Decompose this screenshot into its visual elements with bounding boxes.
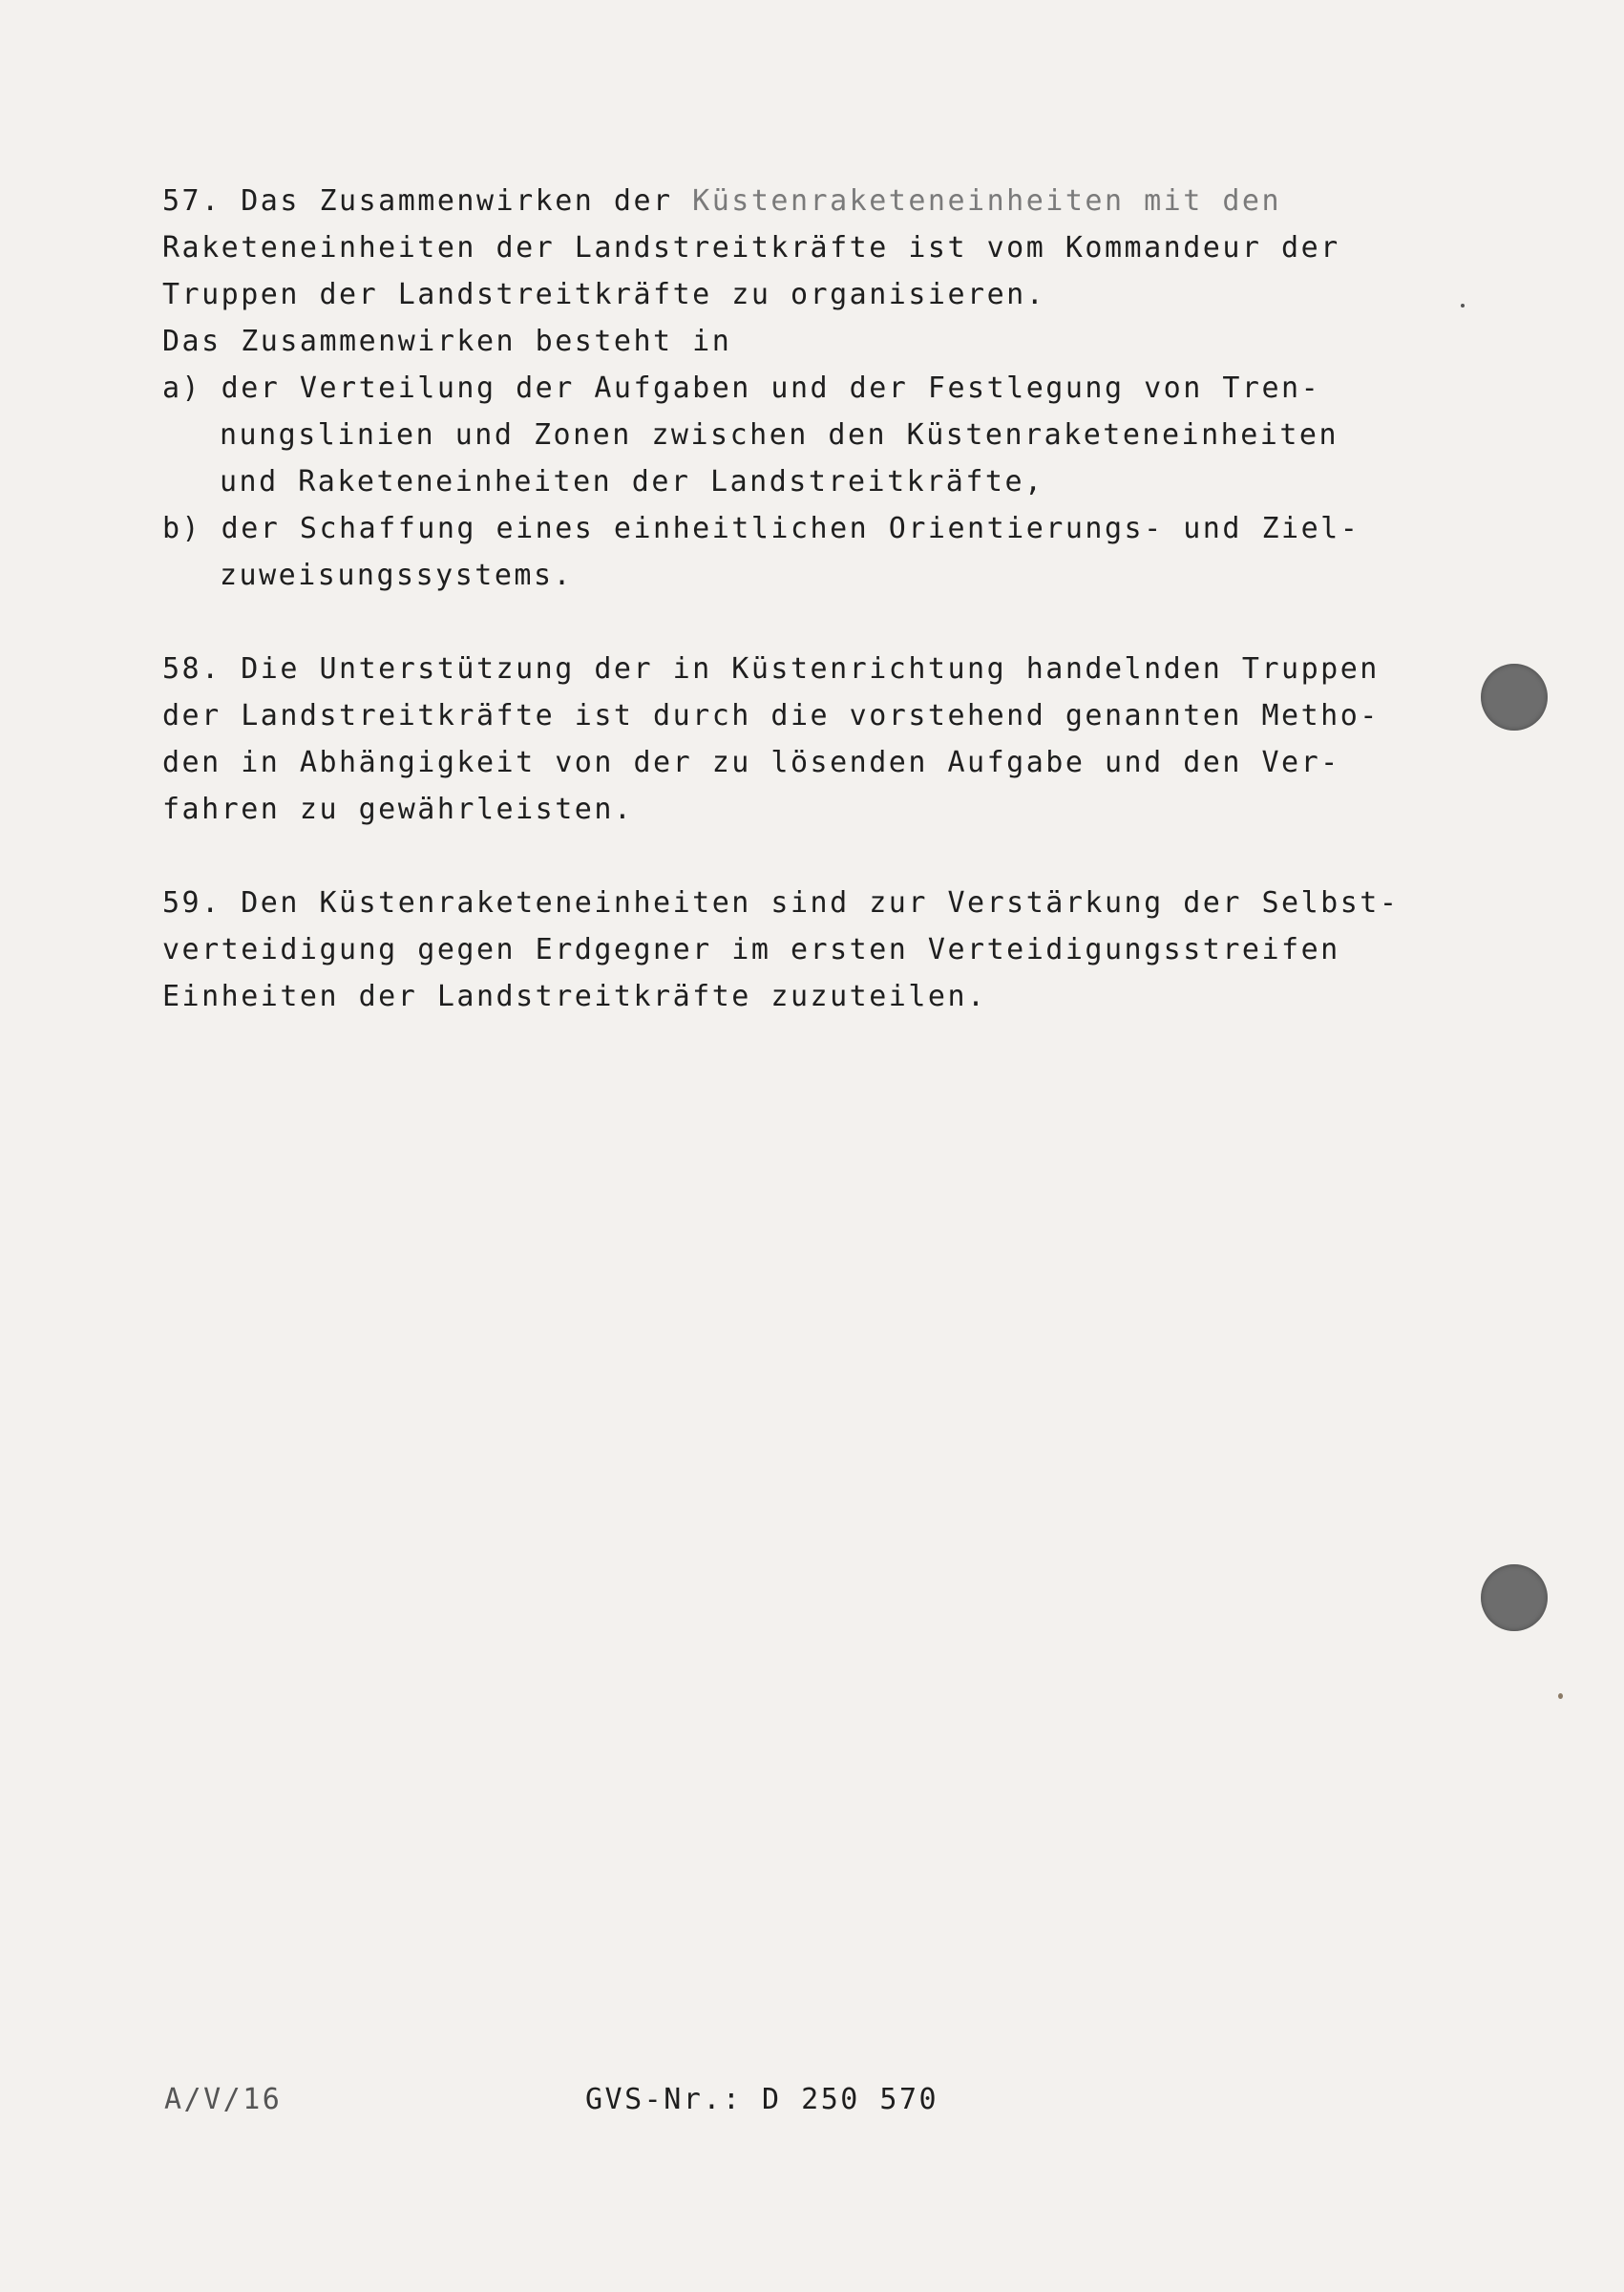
paragraph-58-line-3: den in Abhängigkeit von der zu lösenden Aufgabe und den Ver-	[162, 746, 1340, 779]
paragraph-57-line-3: Truppen der Landstreitkräfte zu organisieren.	[162, 278, 1046, 311]
paragraph-59-line-1: 59. Den Küstenraketeneinheiten sind zur Verstärkung der Selbst-	[162, 886, 1400, 920]
paragraph-59-line-3: Einheiten der Landstreitkräfte zuzuteilen.	[162, 980, 987, 1013]
document-body	[162, 178, 1400, 1020]
paper-speck	[1558, 1693, 1563, 1699]
paragraph-57-line-1	[162, 178, 1365, 224]
paragraph-58-line-4: fahren zu gewährleisten.	[162, 793, 634, 826]
footer-page-reference: A/V/16	[164, 2083, 283, 2116]
list-item-a-line-3: und Raketeneinheiten der Landstreitkräfte,	[220, 465, 1044, 499]
punch-hole-upper	[1481, 664, 1548, 731]
list-item-a-line-1: a) der Verteilung der Aufgaben und der Festlegung von Tren-	[162, 371, 1321, 405]
list-item-b-line-1: b) der Schaffung eines einheitlichen Orientierungs- und Ziel-	[162, 512, 1360, 545]
paragraph-57-text: 57. Das Zusammenwirken der	[162, 184, 693, 218]
list-item-b-line-2: zuweisungssystems.	[220, 559, 574, 592]
paragraph-58-line-2: der Landstreitkräfte ist durch die vorstehend genannten Metho-	[162, 699, 1380, 732]
list-item-a-line-2: nungslinien und Zonen zwischen den Küstenraketeneinheiten	[220, 418, 1339, 452]
punch-hole-lower	[1481, 1564, 1548, 1631]
paragraph-spacer	[162, 833, 1365, 880]
paragraph-59-line-2: verteidigung gegen Erdgegner im ersten Verteidigungsstreifen	[162, 933, 1340, 966]
paragraph-57-line-2: Raketeneinheiten der Landstreitkräfte ist vom Kommandeur der	[162, 231, 1340, 265]
paper-speck	[1461, 304, 1465, 308]
paragraph-57-faded-text: Küstenraketeneinheiten mit den	[692, 184, 1282, 218]
paragraph-57-line-4: Das Zusammenwirken besteht in	[162, 325, 732, 358]
footer-gvs-number: GVS-Nr.: D 250 570	[585, 2083, 939, 2116]
paragraph-spacer	[162, 599, 1365, 646]
paragraph-58-line-1: 58. Die Unterstützung der in Küstenrichtung handelnden Truppen	[162, 652, 1380, 686]
